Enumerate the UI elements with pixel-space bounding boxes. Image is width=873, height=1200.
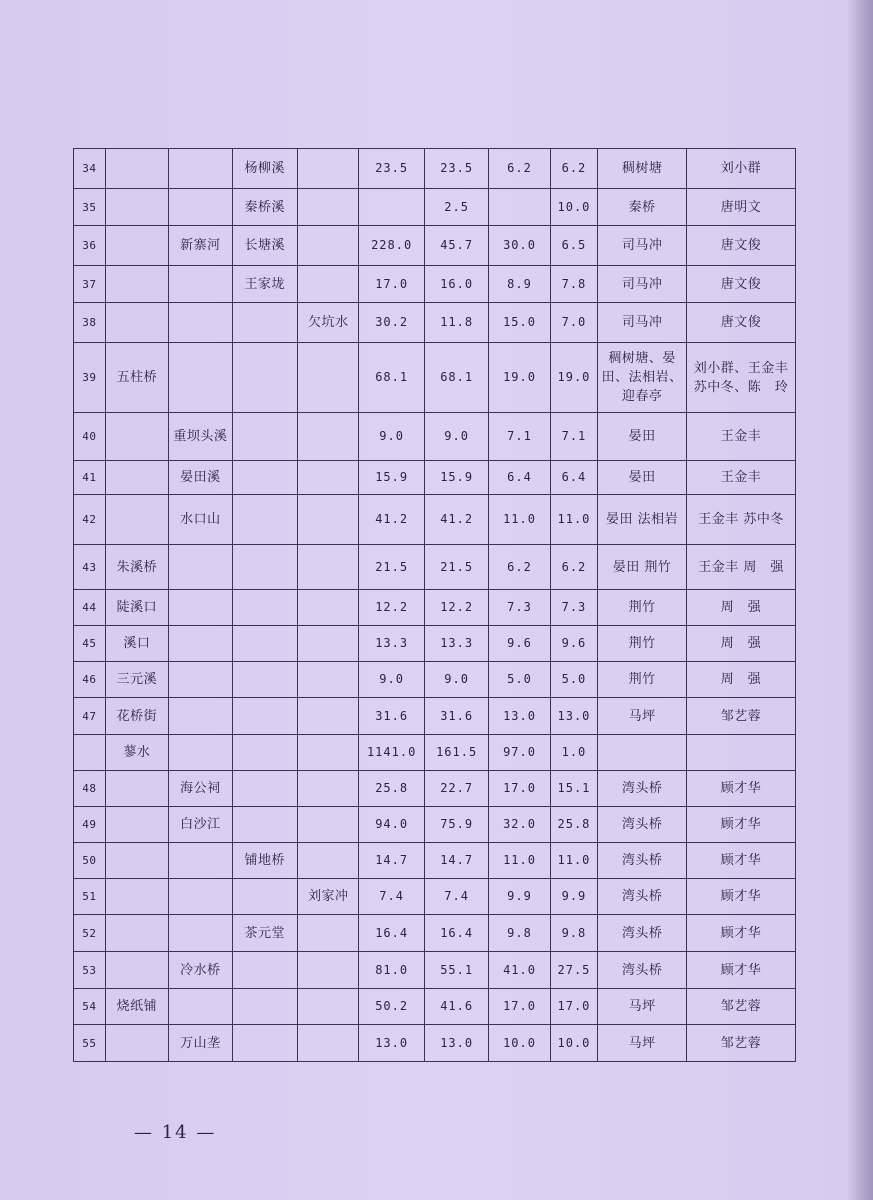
cell-place: 马坪 [598,1025,687,1062]
table-row [74,989,796,1025]
cell-place: 司马冲 [598,226,687,266]
cell-v1: 13.3 [359,626,425,662]
table-row [74,189,796,226]
cell-v3: 5.0 [489,662,550,698]
cell-c2: 晏田溪 [169,461,232,495]
cell-v2: 41.2 [424,495,488,545]
cell-c4 [298,1025,359,1062]
cell-v1: 81.0 [359,952,425,989]
cell-v4: 11.0 [550,495,598,545]
cell-person: 唐文俊 [687,266,796,303]
cell-c4 [298,266,359,303]
cell-c2: 重坝头溪 [169,413,232,461]
cell-c1: 花桥街 [105,698,168,735]
cell-c2: 新寨河 [169,226,232,266]
table-body [74,149,796,1062]
cell-v3: 97.0 [489,735,550,771]
cell-c3 [232,626,298,662]
cell-c1: 三元溪 [105,662,168,698]
cell-no: 50 [74,843,106,879]
cell-place: 稠树塘 [598,149,687,189]
cell-v2: 13.3 [424,626,488,662]
cell-place: 马坪 [598,698,687,735]
cell-no [74,735,106,771]
cell-person: 唐文俊 [687,226,796,266]
cell-v1: 68.1 [359,343,425,413]
cell-c4 [298,952,359,989]
cell-person: 顾才华 [687,771,796,807]
cell-person: 王金丰 苏中冬 [687,495,796,545]
table-row [74,226,796,266]
cell-v4: 19.0 [550,343,598,413]
cell-c4 [298,735,359,771]
cell-no: 41 [74,461,106,495]
cell-place: 湾头桥 [598,771,687,807]
cell-c1 [105,303,168,343]
cell-place: 晏田 [598,461,687,495]
cell-v1: 7.4 [359,879,425,915]
cell-c3 [232,879,298,915]
page-edge-shadow [847,0,873,1200]
cell-c1 [105,915,168,952]
cell-v2: 41.6 [424,989,488,1025]
cell-c2 [169,662,232,698]
cell-v3: 7.1 [489,413,550,461]
cell-v2: 9.0 [424,662,488,698]
cell-v2: 75.9 [424,807,488,843]
cell-v4: 10.0 [550,189,598,226]
cell-no: 36 [74,226,106,266]
table-row [74,266,796,303]
cell-c3: 王家垅 [232,266,298,303]
cell-v2: 9.0 [424,413,488,461]
cell-v3: 6.4 [489,461,550,495]
cell-c3 [232,303,298,343]
cell-c3 [232,807,298,843]
cell-person: 王金丰 [687,461,796,495]
cell-v1: 13.0 [359,1025,425,1062]
cell-v1: 9.0 [359,662,425,698]
table-row [74,879,796,915]
cell-c3 [232,495,298,545]
cell-c3: 铺地桥 [232,843,298,879]
cell-person: 顾才华 [687,843,796,879]
cell-v3: 17.0 [489,989,550,1025]
cell-v4: 9.6 [550,626,598,662]
cell-v4: 5.0 [550,662,598,698]
cell-v1: 14.7 [359,843,425,879]
cell-person: 刘小群、王金丰苏中冬、陈 玲 [687,343,796,413]
cell-c3 [232,1025,298,1062]
table-row [74,545,796,590]
cell-c3 [232,771,298,807]
cell-place: 晏田 荆竹 [598,545,687,590]
cell-no: 35 [74,189,106,226]
cell-v1: 23.5 [359,149,425,189]
table-row [74,698,796,735]
table-row [74,343,796,413]
cell-v2: 15.9 [424,461,488,495]
cell-v1: 17.0 [359,266,425,303]
cell-v2: 7.4 [424,879,488,915]
cell-c4 [298,189,359,226]
cell-c2 [169,698,232,735]
cell-no: 34 [74,149,106,189]
cell-c4 [298,807,359,843]
cell-v3: 41.0 [489,952,550,989]
cell-person: 唐文俊 [687,303,796,343]
cell-v3: 19.0 [489,343,550,413]
cell-place: 荆竹 [598,590,687,626]
cell-v1: 94.0 [359,807,425,843]
cell-place: 马坪 [598,989,687,1025]
cell-c3 [232,735,298,771]
cell-c1 [105,461,168,495]
cell-no: 52 [74,915,106,952]
cell-no: 46 [74,662,106,698]
table-row [74,413,796,461]
cell-place: 荆竹 [598,626,687,662]
cell-person: 王金丰 [687,413,796,461]
cell-c4: 刘家冲 [298,879,359,915]
table-row [74,303,796,343]
cell-v1: 228.0 [359,226,425,266]
cell-v4: 1.0 [550,735,598,771]
cell-v4: 15.1 [550,771,598,807]
cell-c3: 茶元堂 [232,915,298,952]
cell-v4: 27.5 [550,952,598,989]
cell-c4 [298,413,359,461]
cell-c4 [298,590,359,626]
cell-place: 司马冲 [598,303,687,343]
cell-no: 55 [74,1025,106,1062]
table-row [74,461,796,495]
cell-v4: 7.3 [550,590,598,626]
cell-c1 [105,843,168,879]
cell-v4: 9.9 [550,879,598,915]
cell-no: 37 [74,266,106,303]
cell-v1: 15.9 [359,461,425,495]
cell-c2 [169,149,232,189]
cell-c2 [169,189,232,226]
cell-v2: 31.6 [424,698,488,735]
cell-v3: 6.2 [489,545,550,590]
cell-c2: 白沙江 [169,807,232,843]
cell-person: 顾才华 [687,915,796,952]
cell-v1: 16.4 [359,915,425,952]
cell-v4: 9.8 [550,915,598,952]
cell-v3: 10.0 [489,1025,550,1062]
table-row [74,495,796,545]
cell-v2: 23.5 [424,149,488,189]
cell-v4: 7.1 [550,413,598,461]
cell-v2: 68.1 [424,343,488,413]
cell-v3: 6.2 [489,149,550,189]
cell-v3 [489,189,550,226]
cell-place: 晏田 法相岩 [598,495,687,545]
cell-no: 44 [74,590,106,626]
cell-v2: 12.2 [424,590,488,626]
cell-no: 38 [74,303,106,343]
cell-person: 周 强 [687,590,796,626]
cell-c2 [169,590,232,626]
cell-place: 秦桥 [598,189,687,226]
table-row [74,149,796,189]
cell-v2: 45.7 [424,226,488,266]
cell-v1: 9.0 [359,413,425,461]
cell-c3 [232,343,298,413]
cell-place: 湾头桥 [598,879,687,915]
cell-no: 48 [74,771,106,807]
cell-c2 [169,915,232,952]
cell-c2 [169,735,232,771]
cell-v4: 17.0 [550,989,598,1025]
cell-c2 [169,266,232,303]
cell-person: 唐明文 [687,189,796,226]
cell-c3: 杨柳溪 [232,149,298,189]
cell-c3 [232,590,298,626]
cell-person: 顾才华 [687,807,796,843]
cell-person [687,735,796,771]
cell-place: 稠树塘、晏田、法相岩、迎春亭 [598,343,687,413]
cell-person: 邹艺蓉 [687,989,796,1025]
cell-c1 [105,413,168,461]
cell-c2 [169,879,232,915]
cell-v1: 41.2 [359,495,425,545]
cell-c4 [298,461,359,495]
cell-c2 [169,626,232,662]
cell-c1 [105,1025,168,1062]
cell-c1 [105,807,168,843]
cell-v3: 17.0 [489,771,550,807]
cell-v1: 50.2 [359,989,425,1025]
cell-c1: 烧纸铺 [105,989,168,1025]
cell-c1 [105,226,168,266]
cell-c2 [169,989,232,1025]
cell-c4 [298,226,359,266]
cell-place: 湾头桥 [598,843,687,879]
cell-place: 湾头桥 [598,807,687,843]
cell-v3: 13.0 [489,698,550,735]
cell-v2: 55.1 [424,952,488,989]
cell-v1: 31.6 [359,698,425,735]
cell-place: 湾头桥 [598,952,687,989]
cell-c4: 欠坑水 [298,303,359,343]
cell-v4: 6.5 [550,226,598,266]
cell-c1 [105,771,168,807]
cell-v2: 11.8 [424,303,488,343]
cell-no: 51 [74,879,106,915]
cell-c1: 陡溪口 [105,590,168,626]
cell-v2: 2.5 [424,189,488,226]
table-row [74,1025,796,1062]
cell-c1 [105,149,168,189]
table-row [74,590,796,626]
cell-c4 [298,545,359,590]
cell-c2 [169,343,232,413]
cell-person: 邹艺蓉 [687,698,796,735]
cell-person: 刘小群 [687,149,796,189]
cell-v4: 11.0 [550,843,598,879]
cell-place: 湾头桥 [598,915,687,952]
cell-place: 司马冲 [598,266,687,303]
cell-c4 [298,915,359,952]
cell-c3: 长塘溪 [232,226,298,266]
cell-c3 [232,413,298,461]
cell-v1 [359,189,425,226]
cell-no: 45 [74,626,106,662]
cell-v3: 11.0 [489,495,550,545]
cell-v2: 22.7 [424,771,488,807]
cell-c3: 秦桥溪 [232,189,298,226]
cell-v4: 25.8 [550,807,598,843]
cell-no: 53 [74,952,106,989]
cell-no: 49 [74,807,106,843]
cell-c1: 蓼水 [105,735,168,771]
cell-c4 [298,626,359,662]
cell-c1: 溪口 [105,626,168,662]
cell-c3 [232,461,298,495]
cell-v2: 16.4 [424,915,488,952]
cell-person: 王金丰 周 强 [687,545,796,590]
cell-c4 [298,771,359,807]
river-table [73,148,796,1062]
cell-c4 [298,698,359,735]
table-row [74,662,796,698]
cell-no: 40 [74,413,106,461]
cell-c3 [232,952,298,989]
table-row [74,735,796,771]
cell-c1: 朱溪桥 [105,545,168,590]
cell-v1: 21.5 [359,545,425,590]
cell-c2 [169,545,232,590]
cell-person: 顾才华 [687,879,796,915]
cell-no: 42 [74,495,106,545]
cell-no: 54 [74,989,106,1025]
cell-no: 39 [74,343,106,413]
cell-c4 [298,662,359,698]
cell-v1: 1141.0 [359,735,425,771]
cell-c4 [298,343,359,413]
table-row [74,915,796,952]
cell-c3 [232,662,298,698]
cell-no: 43 [74,545,106,590]
table-row [74,843,796,879]
cell-v3: 30.0 [489,226,550,266]
cell-v3: 9.8 [489,915,550,952]
cell-v2: 14.7 [424,843,488,879]
cell-v2: 21.5 [424,545,488,590]
cell-c4 [298,989,359,1025]
cell-v1: 30.2 [359,303,425,343]
cell-c3 [232,698,298,735]
cell-c4 [298,149,359,189]
cell-person: 邹艺蓉 [687,1025,796,1062]
cell-v4: 6.4 [550,461,598,495]
cell-v2: 161.5 [424,735,488,771]
cell-c2: 冷水桥 [169,952,232,989]
table-row [74,952,796,989]
cell-v1: 25.8 [359,771,425,807]
cell-v3: 15.0 [489,303,550,343]
cell-person: 周 强 [687,662,796,698]
cell-v2: 16.0 [424,266,488,303]
cell-v3: 32.0 [489,807,550,843]
cell-v3: 8.9 [489,266,550,303]
table-row [74,771,796,807]
cell-person: 顾才华 [687,952,796,989]
cell-c2: 水口山 [169,495,232,545]
cell-place: 荆竹 [598,662,687,698]
cell-no: 47 [74,698,106,735]
cell-v4: 7.8 [550,266,598,303]
cell-c1 [105,879,168,915]
cell-v3: 11.0 [489,843,550,879]
cell-c1 [105,495,168,545]
cell-c3 [232,989,298,1025]
cell-v1: 12.2 [359,590,425,626]
cell-c1: 五柱桥 [105,343,168,413]
cell-c1 [105,189,168,226]
cell-v3: 9.9 [489,879,550,915]
cell-v2: 13.0 [424,1025,488,1062]
page-number: — 14 — [134,1122,217,1143]
cell-c2 [169,303,232,343]
cell-v4: 10.0 [550,1025,598,1062]
cell-v4: 13.0 [550,698,598,735]
cell-c2: 海公祠 [169,771,232,807]
cell-c4 [298,843,359,879]
cell-v3: 9.6 [489,626,550,662]
cell-c1 [105,266,168,303]
cell-c1 [105,952,168,989]
cell-v4: 6.2 [550,545,598,590]
cell-place [598,735,687,771]
cell-place: 晏田 [598,413,687,461]
cell-c4 [298,495,359,545]
cell-person: 周 强 [687,626,796,662]
cell-v3: 7.3 [489,590,550,626]
cell-c2: 万山垄 [169,1025,232,1062]
cell-c2 [169,843,232,879]
table-row [74,626,796,662]
cell-c3 [232,545,298,590]
table-row [74,807,796,843]
cell-v4: 6.2 [550,149,598,189]
cell-v4: 7.0 [550,303,598,343]
